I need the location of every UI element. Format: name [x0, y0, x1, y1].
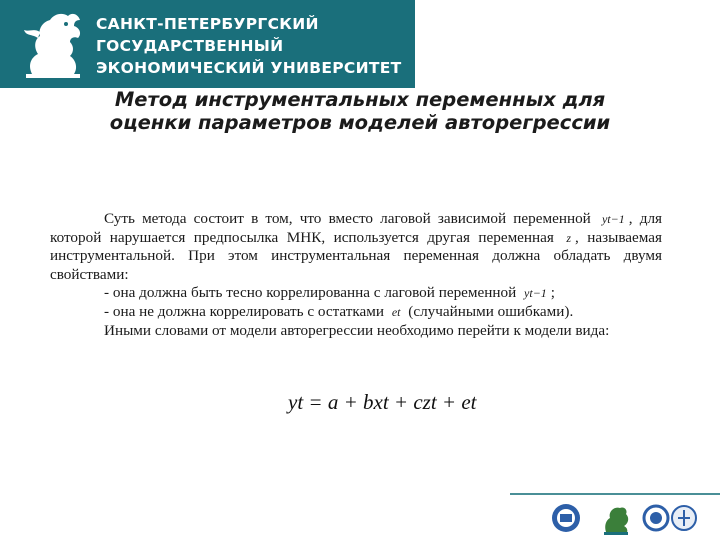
university-name-line2: ГОСУДАРСТВЕННЫЙ [96, 37, 284, 55]
property-item-1 [50, 284, 662, 303]
emblem-blue-icon [552, 504, 580, 532]
model-formula: yt = a + bxt + czt + et [288, 390, 477, 414]
paragraph-method-text-a: Суть метода состоит в том, что вместо лаговой зависимой переменной [104, 210, 591, 227]
property-item-1-text: - она должна быть тесно коррелированна с лаговой переменной [104, 284, 517, 302]
property-item-2-variable: et [391, 304, 401, 319]
paragraph-conclusion: Иными словами от модели авторегрессии необходимо перейти к модели вида: [104, 321, 610, 339]
slide-title [40, 88, 680, 134]
footer-divider [510, 493, 720, 495]
griffin-logo-icon [18, 8, 88, 80]
header-bar [0, 0, 415, 88]
property-item-1-end: ; [550, 284, 556, 302]
slide-title-line1: Метод инструментальных переменных для [114, 88, 606, 111]
paragraph-method-text-c: , называемая инструментальной. При этом инструментальная переменная должна обладать двумя свойствами: [50, 228, 663, 283]
university-name-line3: ЭКОНОМИЧЕСКИЙ УНИВЕРСИТЕТ [96, 59, 402, 77]
property-item-2 [50, 303, 662, 322]
property-item-2-end: (случайными ошибками). [408, 302, 574, 320]
paragraph-method-text-b: , для которой нарушается предпосылка МНК, используется другая переменная [50, 210, 663, 246]
slide-body [50, 210, 662, 340]
slide-title-line2: оценки параметров моделей авторегрессии [109, 111, 611, 134]
paragraph-method [50, 210, 662, 284]
lag-variable: yt−1 [601, 212, 625, 226]
university-name [96, 13, 411, 79]
instrument-variable: z [566, 230, 572, 245]
wreath-globe-icon [644, 506, 696, 530]
university-name-line1: САНКТ-ПЕТЕРБУРГСКИЙ [96, 15, 319, 33]
property-item-1-variable: yt−1 [524, 286, 547, 301]
property-item-2-text: - она не должна коррелировать с остатками [104, 302, 385, 320]
griffin-small-icon [604, 507, 628, 535]
footer-logos [548, 500, 698, 536]
